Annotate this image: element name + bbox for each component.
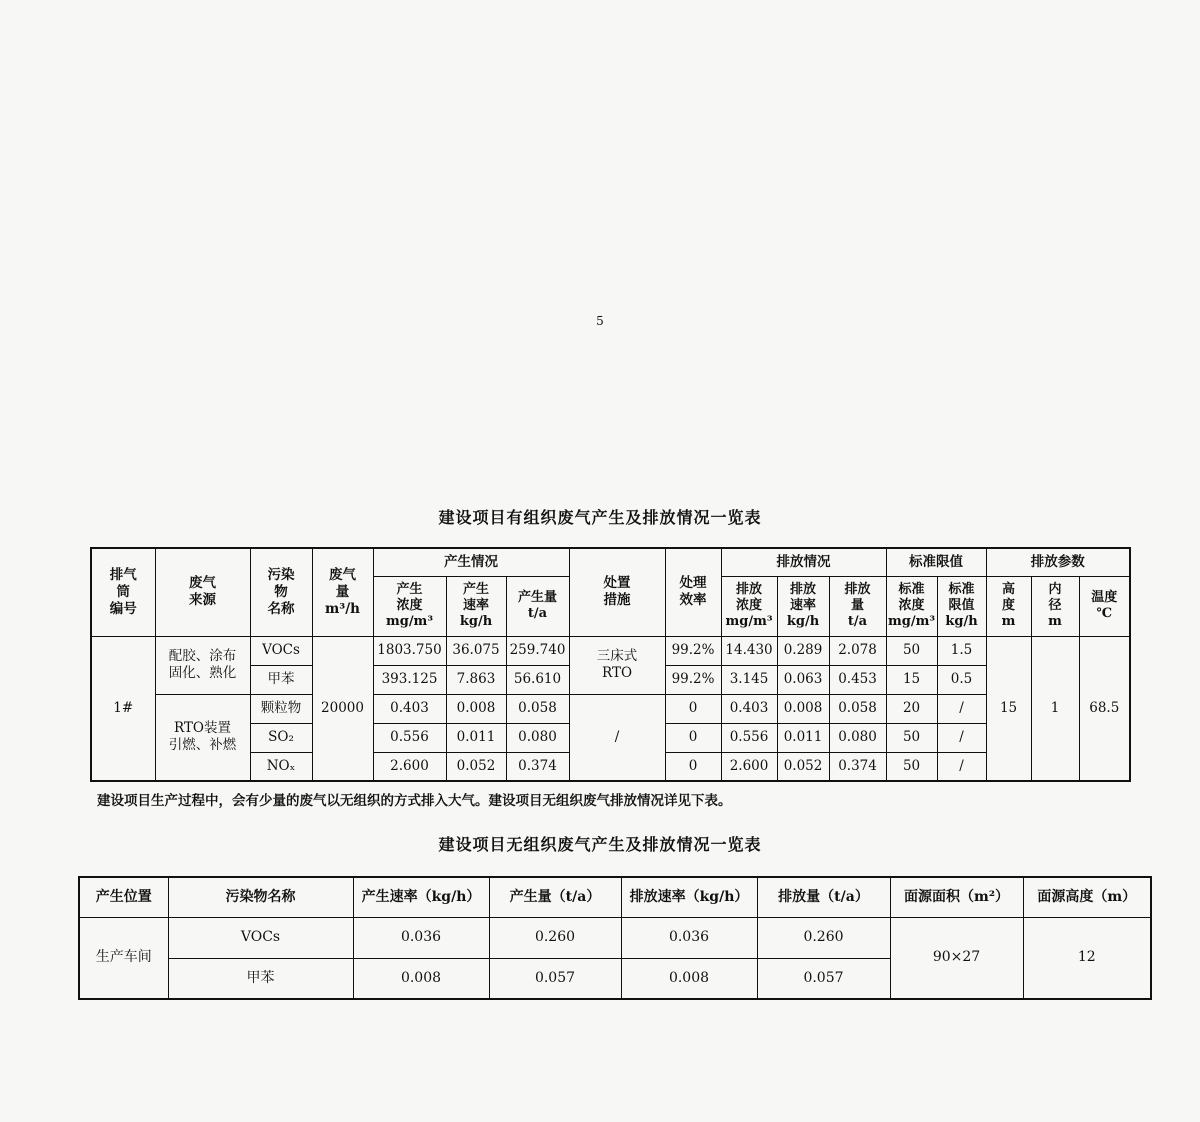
flow-cell: 20000 <box>312 636 373 781</box>
emis-amount-cell: 0.057 <box>757 958 890 999</box>
page-number: 5 <box>596 314 604 328</box>
prod-amount-cell: 0.260 <box>489 917 621 958</box>
prod-conc-cell: 393.125 <box>373 665 446 694</box>
header-emis-amount: 排放量（t/a） <box>757 877 890 917</box>
emis-amount-cell: 0.453 <box>829 665 886 694</box>
prod-amount-cell: 56.610 <box>506 665 569 694</box>
header-emis-amount: 排放 量 t/a <box>829 576 886 636</box>
emis-conc-cell: 3.145 <box>721 665 777 694</box>
emis-conc-cell: 2.600 <box>721 752 777 781</box>
fugitive-emission-note: 建设项目生产过程中，会有少量的废气以无组织的方式排入大气。建设项目无组织废气排放情况详见下表。 <box>97 793 732 809</box>
header-stack-no: 排气 筒 编号 <box>91 548 155 636</box>
limit-rate-cell: 1.5 <box>937 636 986 665</box>
emis-amount-cell: 0.260 <box>757 917 890 958</box>
header-emission-group: 排放情况 <box>721 548 886 576</box>
emis-rate-cell: 0.063 <box>777 665 829 694</box>
limit-conc-cell: 50 <box>886 636 937 665</box>
header-temp: 温度 ℃ <box>1079 576 1130 636</box>
header-row-1 <box>91 548 1130 576</box>
prod-amount-cell: 0.057 <box>489 958 621 999</box>
emis-amount-cell: 0.080 <box>829 723 886 752</box>
limit-rate-cell: 0.5 <box>937 665 986 694</box>
emis-rate-cell: 0.289 <box>777 636 829 665</box>
table-row <box>91 636 1130 665</box>
prod-rate-cell: 0.036 <box>353 917 489 958</box>
prod-conc-cell: 0.403 <box>373 694 446 723</box>
table-row <box>79 917 1151 958</box>
temp-cell: 68.5 <box>1079 636 1130 781</box>
efficiency-cell: 99.2% <box>665 665 721 694</box>
header-limit-rate: 标准 限值 kg/h <box>937 576 986 636</box>
header-limit-conc: 标准 浓度 mg/m³ <box>886 576 937 636</box>
header-emis-rate: 排放 速率 kg/h <box>777 576 829 636</box>
limit-conc-cell: 50 <box>886 723 937 752</box>
header-prod-amount: 产生量 t/a <box>506 576 569 636</box>
header-area: 面源面积（m²） <box>890 877 1023 917</box>
emis-rate-cell: 0.008 <box>777 694 829 723</box>
emis-conc-cell: 0.556 <box>721 723 777 752</box>
emis-rate-cell: 0.008 <box>621 958 757 999</box>
prod-rate-cell: 0.008 <box>353 958 489 999</box>
header-prod-amount: 产生量（t/a） <box>489 877 621 917</box>
table-row <box>91 694 1130 723</box>
pollutant-cell: NOₓ <box>250 752 312 781</box>
emis-rate-cell: 0.011 <box>777 723 829 752</box>
efficiency-cell: 0 <box>665 694 721 723</box>
limit-rate-cell: / <box>937 694 986 723</box>
header-prod-rate: 产生速率（kg/h） <box>353 877 489 917</box>
limit-rate-cell: / <box>937 723 986 752</box>
header-emis-conc: 排放 浓度 mg/m³ <box>721 576 777 636</box>
pollutant-cell: VOCs <box>250 636 312 665</box>
limit-conc-cell: 15 <box>886 665 937 694</box>
location-cell: 生产车间 <box>79 917 168 999</box>
header-height: 高 度 m <box>986 576 1031 636</box>
header-pollutant: 污染物名称 <box>168 877 353 917</box>
table1-title: 建设项目有组织废气产生及排放情况一览表 <box>438 508 762 527</box>
prod-rate-cell: 36.075 <box>446 636 506 665</box>
prod-conc-cell: 2.600 <box>373 752 446 781</box>
height-cell: 15 <box>986 636 1031 781</box>
stack-number: 1# <box>91 636 155 781</box>
header-flow: 废气 量 m³/h <box>312 548 373 636</box>
limit-conc-cell: 50 <box>886 752 937 781</box>
header-treatment: 处置 措施 <box>569 548 665 636</box>
efficiency-cell: 0 <box>665 752 721 781</box>
source-cell: RTO装置 引燃、补燃 <box>155 694 250 781</box>
emis-amount-cell: 0.058 <box>829 694 886 723</box>
emis-rate-cell: 0.052 <box>777 752 829 781</box>
emis-conc-cell: 14.430 <box>721 636 777 665</box>
prod-conc-cell: 1803.750 <box>373 636 446 665</box>
source-cell: 配胶、涂布 固化、熟化 <box>155 636 250 694</box>
header-location: 产生位置 <box>79 877 168 917</box>
header-emis-rate: 排放速率（kg/h） <box>621 877 757 917</box>
organized-emission-table <box>90 547 1131 782</box>
emis-rate-cell: 0.036 <box>621 917 757 958</box>
pollutant-cell: SO₂ <box>250 723 312 752</box>
limit-rate-cell: / <box>937 752 986 781</box>
pollutant-cell: 甲苯 <box>250 665 312 694</box>
efficiency-cell: 0 <box>665 723 721 752</box>
treatment-cell: / <box>569 694 665 781</box>
limit-conc-cell: 20 <box>886 694 937 723</box>
prod-amount-cell: 0.374 <box>506 752 569 781</box>
pollutant-cell: 颗粒物 <box>250 694 312 723</box>
diameter-cell: 1 <box>1031 636 1079 781</box>
header-production-group: 产生情况 <box>373 548 569 576</box>
header-limit-group: 标准限值 <box>886 548 986 576</box>
efficiency-cell: 99.2% <box>665 636 721 665</box>
prod-rate-cell: 0.011 <box>446 723 506 752</box>
header-efficiency: 处理 效率 <box>665 548 721 636</box>
pollutant-cell: 甲苯 <box>168 958 353 999</box>
pollutant-cell: VOCs <box>168 917 353 958</box>
prod-conc-cell: 0.556 <box>373 723 446 752</box>
prod-amount-cell: 0.058 <box>506 694 569 723</box>
header-area-height: 面源高度（m） <box>1023 877 1151 917</box>
area-cell: 90×27 <box>890 917 1023 999</box>
header-source: 废气 来源 <box>155 548 250 636</box>
header-prod-rate: 产生 速率 kg/h <box>446 576 506 636</box>
area-height-cell: 12 <box>1023 917 1151 999</box>
prod-rate-cell: 7.863 <box>446 665 506 694</box>
header-diameter: 内 径 m <box>1031 576 1079 636</box>
header-params-group: 排放参数 <box>986 548 1130 576</box>
emis-amount-cell: 2.078 <box>829 636 886 665</box>
emis-amount-cell: 0.374 <box>829 752 886 781</box>
prod-amount-cell: 259.740 <box>506 636 569 665</box>
treatment-cell: 三床式 RTO <box>569 636 665 694</box>
emis-conc-cell: 0.403 <box>721 694 777 723</box>
header-pollutant: 污染 物 名称 <box>250 548 312 636</box>
prod-rate-cell: 0.052 <box>446 752 506 781</box>
table2-title: 建设项目无组织废气产生及排放情况一览表 <box>438 835 762 854</box>
header-prod-conc: 产生 浓度 mg/m³ <box>373 576 446 636</box>
fugitive-emission-table <box>78 876 1152 1000</box>
header-row <box>79 877 1151 917</box>
prod-rate-cell: 0.008 <box>446 694 506 723</box>
prod-amount-cell: 0.080 <box>506 723 569 752</box>
